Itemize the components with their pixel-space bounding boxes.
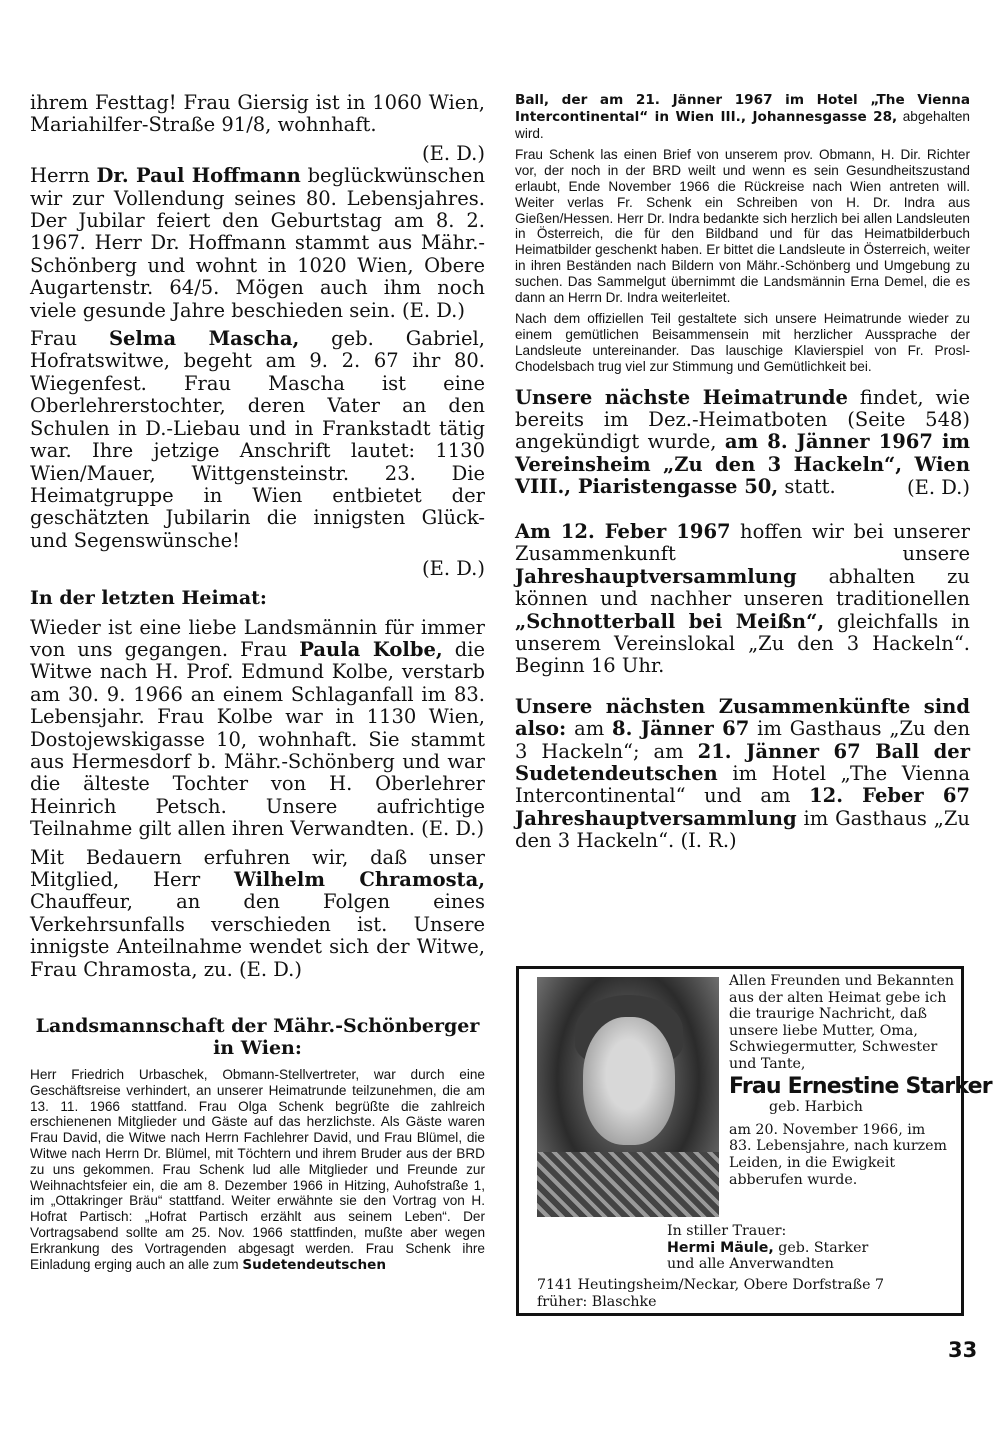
text: findet, wie bereits im Dez.-Heimatboten (Seite 548) angekündigt wurde,	[515, 385, 970, 454]
bold-text: Jahreshauptversammlung	[515, 564, 797, 588]
text: Frau	[30, 327, 109, 351]
bold-text: Sudetendeutschen	[242, 1256, 387, 1273]
obituary-address	[537, 1277, 957, 1310]
paragraph-schenk-letter: Frau Schenk las einen Brief von unserem prov. Obmann, H. Dir. Richter vor, der noch in der BRD weilt und wenn es sein Gesundheitszustand erlaubt, Ende November 1966 die Rückreise nach Wien antreten will. Weiter verlas Fr. Schenk ein Schreiben von H. Dr. Indra aus Gießen/Hessen. Herr Dr. Indra bedankte sich herzlich bei allen Landsleuten in Österreich, die für den Bildband und für das Heimatbilderbuch Heimatbilder geschenkt haben. Er bittet die Landsleute in Österreich, weiter in ihren Beständen nach Bildern von Mähr.-Schönberg und Umgebung zu suchen. Das Sammelgut übernimmt die Landsmännin Erna Demel, die es dann an Herrn Dr. Indra weiterleitet.	[515, 147, 970, 305]
bold-text: Ball, der am 21. Jänner 1967 im Hotel „The Vienna Intercontinental“ in Wien III., Johannesgasse 28,	[515, 92, 970, 125]
bold-text: 12. Feber 67 Jahreshauptversammlung	[515, 784, 971, 830]
text: geb. Starker	[773, 1239, 869, 1256]
former-name-line: früher: Blaschke	[537, 1293, 657, 1310]
person-name: Selma Mascha,	[108, 327, 300, 351]
mourners	[667, 1223, 957, 1273]
left-column	[30, 92, 485, 1279]
text: im Gasthaus „Zu den 3 Hackeln“. (I. R.)	[515, 806, 970, 853]
portrait-photo	[537, 977, 719, 1217]
obituary-text	[729, 973, 992, 1188]
bold-text: Am 12. Feber 1967	[515, 519, 731, 543]
signature: (E. D.)	[907, 475, 970, 499]
text: Herrn	[30, 164, 97, 188]
paragraph-giersig	[30, 92, 485, 137]
deceased-name: Frau Ernestine Starker	[729, 1073, 992, 1099]
maiden-name: geb. Harbich	[769, 1099, 863, 1116]
paragraph-chramosta	[30, 847, 485, 981]
person-name: Dr. Paul Hoffmann	[96, 164, 301, 188]
text: beglückwünschen wir zur Vollendung seines 80. Lebensjahres. Der Jubilar feiert den Geburtstag am 8. 2. 1967. Herr Dr. Hoffmann stammt aus Mähr.-Schönberg und wohnt in 1020 Wien, Obere Augartenstr. 64/5. Mögen auch ihm noch viele gesunde Jahre beschieden sein. (E. D.)	[30, 164, 485, 322]
paragraph-feber	[515, 521, 970, 678]
text: im Hotel „The Vienna Intercontinental“ und am	[515, 762, 970, 808]
bold-text: am 8. Jänner 1967 im Vereinsheim „Zu den 3 Hackeln“, Wien VIII., Piaristengasse 50,	[515, 430, 970, 499]
mourners-label: In stiller Trauer:	[667, 1223, 787, 1239]
text: gleichfalls in unserem Vereinslokal „Zu den 3 Hackeln“. Beginn 16 Uhr.	[515, 609, 970, 678]
bold-text: 8. Jänner 67	[612, 717, 750, 741]
paragraph-ball	[515, 92, 970, 141]
text: abgehalten wird.	[515, 108, 970, 141]
text: abhalten zu können und nachher unseren traditionellen	[515, 564, 970, 611]
address-line: 7141 Heutingsheim/Neckar, Obere Dorfstraße 7	[537, 1277, 884, 1293]
text: hoffen wir bei unserer Zusammenkunft unsere	[515, 519, 971, 566]
bold-text: 21. Jänner 67 Ball der Sudetendeutschen	[515, 739, 970, 786]
paragraph-meetings	[515, 696, 970, 853]
text: Herr Friedrich Urbaschek, Obmann-Stellvertreter, war durch eine Geschäftsreise verhindert, an unserer Heimatrunde teilzunehmen, die am 13. 11. 1966 stattfand. Frau Olga Schenk begrüßte die zahlreich erschienenen Mitglieder und Gäste auf das herzlichste. Als Gäste waren Frau David, die Witwe nach Herrn Fachlehrer David, und Frau Blümel, die Witwe nach Herrn Dr. Blümel, mit Töchtern und ihrem Bruder aus der BRD zu uns gekommen. Frau Schenk lud alle Mitglieder und Freunde zur Weihnachtsfeier ein, die am 8. Dezember 1966 in Hitzing, Auhofstraße 1, im „Ottakringer Bräu“ stattfand. Weiter erwähnte sie den Vortrag von H. Hofrat Partisch: „Hofrat Partisch erzählt aus seinem Leben“. Der Vortragsabend sollte am 25. Nov. 1966 stattfinden, mußte aber wegen Erkrankung des Vortragenden abgesagt werden. Frau Schenk ihre Einladung erging auch an alle zum	[30, 1067, 485, 1272]
mourners-line2: und alle Anverwandten	[667, 1256, 834, 1273]
paragraph-hoffmann	[30, 165, 485, 322]
signature: (E. D.)	[422, 141, 485, 165]
paragraph-kolbe	[30, 617, 485, 841]
right-column	[515, 92, 970, 859]
text: im Gasthaus „Zu den 3 Hackeln“; am	[515, 717, 971, 763]
signature: (E. D.)	[422, 557, 485, 581]
photo-face	[583, 1017, 675, 1145]
mourner-name: Hermi Mäule,	[667, 1239, 774, 1256]
bold-text: „Schnotterball bei Meißn“,	[515, 609, 825, 633]
obituary-intro: Allen Freunden und Bekannten aus der alten Heimat gebe ich die traurige Nachricht, daß unsere liebe Mutter, Oma, Schwiegermutter, Schwester und Tante,	[729, 973, 955, 1072]
paragraph-heimatrunde: Nach dem offiziellen Teil gestaltete sich unsere Heimatrunde wieder zu einem gemütlichen Beisammensein mit herzlicher Aussprache der Landsleute untereinander. Das lauschige Klavierspiel von Fr. Prosl-Chodelsbach trug viel zur Stimmung und Gemütlichkeit bei.	[515, 311, 970, 374]
text: die Witwe nach H. Prof. Edmund Kolbe, verstarb am 30. 9. 1966 an einem Schlaganfall im 83. Lebensjahr. Frau Kolbe war in 1130 Wien, Dostojewskigasse 10, wohnhaft. Sie stammt aus Hermesdorf b. Mähr.-Schönberg und war die älteste Tochter von H. Oberlehrer Heinrich Petsch. Unsere aufrichtige Teilnahme gilt allen ihren Verwandten. (E. D.)	[30, 637, 485, 841]
obituary-notice	[516, 966, 992, 1316]
text: geb. Gabriel, Hofratswitwe, begeht am 9. 2. 67 ihr 80. Wiegenfest. Frau Mascha ist eine Oberlehrerstochter, deren Vater an den Schulen in D.-Liebau und in Frankstadt tätig war. Ihre jetzige Anschrift lautet: 1130 Wien/Mauer, Wittgensteinstr. 23. Die Heimatgruppe in Wien entbietet der geschätzten Jubilarin die innigsten Glück- und Segenswünsche!	[30, 327, 485, 552]
text: ihrem Festtag! Frau Giersig ist in 1060 Wien, Mariahilfer-Straße 91/8, wohnhaft.	[30, 91, 485, 137]
person-name: Paula Kolbe,	[299, 637, 443, 661]
bold-text: Unsere nächste Heimatrunde	[515, 385, 848, 409]
mourners-line	[667, 1240, 957, 1257]
obituary-death-info: am 20. November 1966, im 83. Lebensjahre, nach kurzem Leiden, in die Ewigkeit abberufen wurde.	[729, 1121, 948, 1188]
photo-dress	[537, 1152, 719, 1217]
paragraph-urbaschek	[30, 1067, 485, 1273]
person-name: Wilhelm Chramosta,	[233, 868, 485, 891]
paragraph-mascha	[30, 328, 485, 552]
page-number: 33	[948, 1338, 978, 1362]
section-heading: In der letzten Heimat:	[30, 586, 267, 609]
bold-text: Unsere nächsten Zusammenkünfte sind also:	[515, 694, 970, 741]
text: Wieder ist eine liebe Landsmännin für immer von uns gegangen. Frau	[30, 615, 485, 661]
section-heading: Landsmannschaft der Mähr.-Schönberger in Wien:	[35, 1015, 480, 1060]
text: statt.	[778, 475, 836, 499]
text: Mit Bedauern erfuhren wir, daß unser Mitglied, Herr	[30, 845, 485, 891]
text: Chauffeur, an den Folgen eines Verkehrsunfalls verschieden ist. Unsere innigste Anteilnahme wendet sich der Witwe, Frau Chramosta, zu. (E. D.)	[30, 890, 485, 981]
text: am	[566, 717, 613, 741]
